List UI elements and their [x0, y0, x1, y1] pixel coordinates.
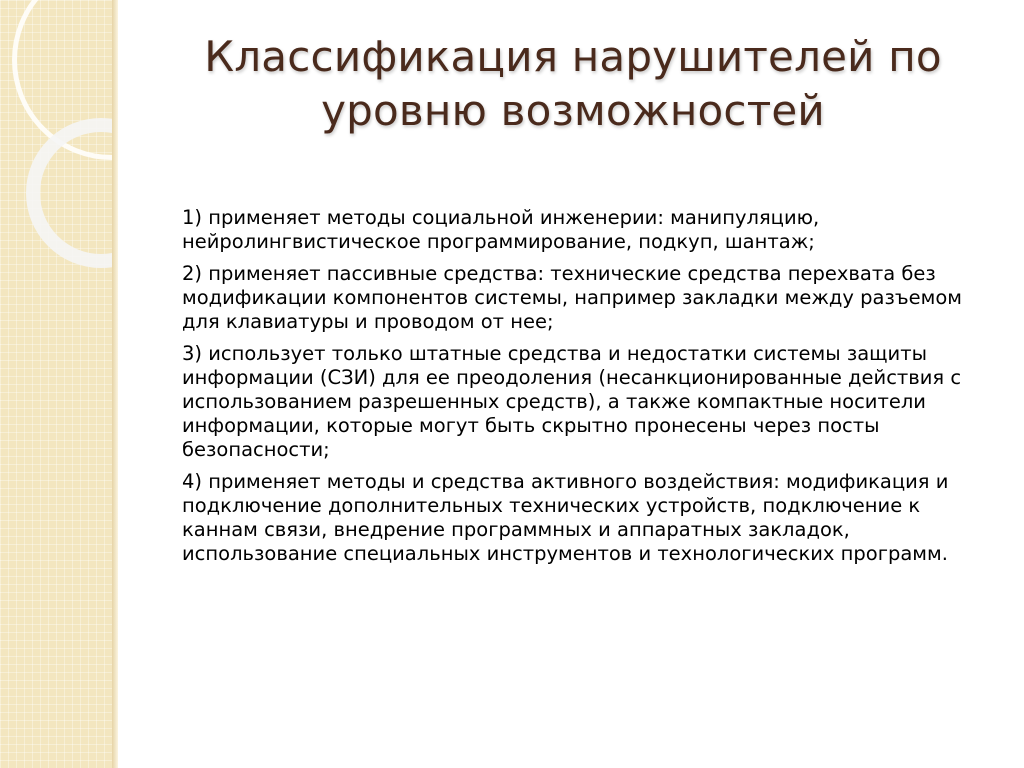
decorative-side-panel — [0, 0, 112, 768]
side-panel-edge — [112, 0, 118, 768]
list-item-4: 4) применяет методы и средства активного воздействия: модификация и подключение дополнительных технических устройств, подключение к каннам связи, внедрение программных и аппаратных закладок, использование специальных инструментов и технологических программ. — [182, 470, 949, 565]
list-item-1: 1) применяет методы социальной инженерии: манипуляцию, нейролингвистическое программирование, подкуп, шантаж; — [182, 206, 820, 253]
slide-body — [182, 206, 972, 574]
slide-title-line-2: уровню возможностей — [321, 86, 825, 135]
decorative-ring-middle — [26, 118, 112, 268]
list-item-3: 3) использует только штатные средства и недостатки системы защиты информации (СЗИ) для ее преодоления (несанкционированные действия с использованием разрешенных средств), а также компактные носители информации, которые могут быть скрытно пронесены через посты безопасности; — [182, 342, 962, 461]
slide-title — [140, 30, 1006, 138]
slide-title-line-1: Классификация нарушителей по — [204, 32, 942, 81]
list-item-2: 2) применяет пассивные средства: технические средства перехвата без модификации компонентов системы, например закладки между разъемом для клавиатуры и проводом от нее; — [182, 262, 962, 333]
